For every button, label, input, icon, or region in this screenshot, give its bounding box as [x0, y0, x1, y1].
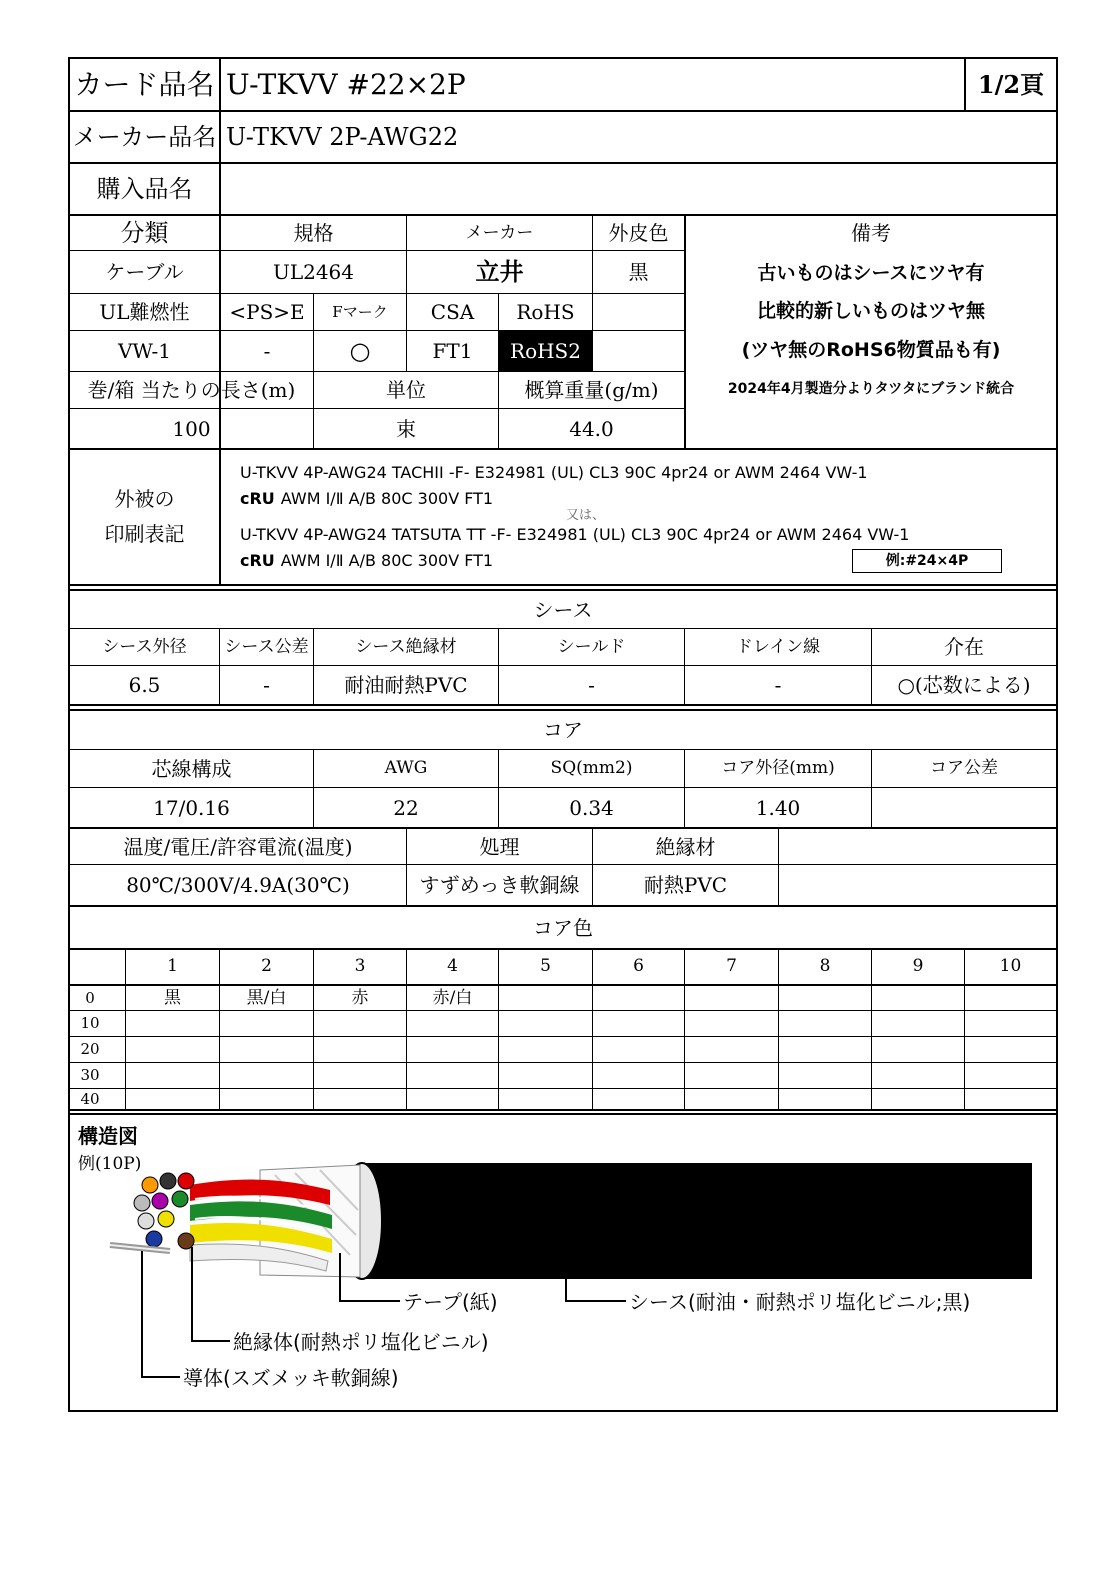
- print-line-4-row: [240, 549, 640, 573]
- fmark-label: Fマーク: [332, 302, 388, 321]
- page-number: 1/2頁: [977, 69, 1045, 99]
- sheath-tolerance-label: シース公差: [224, 636, 309, 657]
- pse-value: -: [263, 339, 271, 363]
- remark-1: 古いものはシースにツヤ有: [757, 261, 985, 284]
- core-end-purple: [152, 1193, 168, 1209]
- category-label: 分類: [120, 219, 169, 247]
- sheath-color-value: 黒: [628, 260, 649, 284]
- conductor-diagram-label: 導体(スズメッキ軟銅線): [183, 1366, 399, 1390]
- length-value: 100: [172, 416, 211, 441]
- category-value: ケーブル: [105, 260, 184, 284]
- core-tolerance-value: [872, 788, 1056, 827]
- sq-label: SQ(mm2): [550, 758, 633, 778]
- sheath-diagram-label: シース(耐油・耐熱ポリ塩化ビニル;黒): [629, 1290, 971, 1314]
- core-color-cell: 黒/白: [246, 987, 287, 1008]
- color-col-4: 4: [447, 956, 458, 976]
- core-end-black: [160, 1173, 176, 1189]
- csa-label: CSA: [430, 300, 475, 324]
- rohs-badge: RoHS2: [499, 331, 592, 371]
- color-col-8: 8: [819, 956, 831, 976]
- core-color-cell: 赤: [351, 987, 369, 1008]
- sheath-color-label: 外皮色: [608, 221, 669, 245]
- core-od-label: コア外径(mm): [721, 758, 835, 778]
- print-line-1: U-TKVV 4P-AWG24 TACHII -F- E324981 (UL) CL3 90C 4pr24 or AWM 2464 VW-1: [240, 463, 868, 482]
- core-color-cell: 黒: [164, 987, 181, 1008]
- insulation-value: 耐熱PVC: [643, 873, 728, 897]
- rating-label: 温度/電圧/許容電流(温度): [123, 834, 353, 859]
- core-color-cell: [872, 986, 964, 1010]
- purchase-name: [226, 164, 1046, 214]
- remark-3: (ツヤ無のRoHS6物質品も有): [741, 338, 1001, 361]
- color-col-1: 1: [167, 956, 178, 976]
- awg-label: AWG: [384, 758, 428, 778]
- standard-value: UL2464: [272, 260, 355, 284]
- insulation-diagram-label: 絶縁体(耐熱ポリ塩化ビニル): [233, 1330, 489, 1354]
- sheath-body: [360, 1163, 1032, 1279]
- color-col-5: 5: [540, 956, 551, 976]
- csa-value: FT1: [432, 339, 473, 363]
- core-color-title: コア色: [533, 915, 593, 940]
- shield-label: シールド: [557, 636, 626, 657]
- core-end-blue: [146, 1231, 162, 1247]
- strand-label: 芯線構成: [151, 756, 232, 781]
- fmark-value: ○: [349, 337, 371, 365]
- core-end-green: [172, 1191, 188, 1207]
- core-color-cell: [499, 986, 592, 1010]
- shield-value: -: [588, 673, 595, 697]
- remarks-label: 備考: [851, 221, 891, 245]
- core-extra-label: [779, 829, 1056, 864]
- color-row-0: 0: [85, 988, 95, 1007]
- color-row-10: 10: [80, 1014, 100, 1032]
- core-end-grey: [134, 1195, 150, 1211]
- unit-value: 束: [396, 416, 416, 441]
- ul-flame-label: UL難燃性: [99, 300, 190, 324]
- core-tolerance-label: コア公差: [930, 758, 998, 778]
- remark-4: 2024年4月製造分よりタツタにブランド統合: [727, 381, 1015, 397]
- core-end-red: [178, 1173, 194, 1189]
- maker-name-label: メーカー品名: [72, 123, 217, 151]
- treatment-label: 処理: [479, 834, 520, 859]
- structure-title: 構造図: [78, 1124, 138, 1148]
- color-col-9: 9: [912, 956, 924, 976]
- color-col-10: 10: [999, 956, 1022, 976]
- print-line-4: AWM Ⅰ/Ⅱ A/B 80C 300V FT1: [280, 551, 494, 570]
- color-col-3: 3: [354, 956, 366, 976]
- core-color-cell: [593, 986, 684, 1010]
- sheath-od-value: 6.5: [128, 673, 161, 697]
- color-row-20: 20: [80, 1040, 100, 1058]
- length-label: 巻/箱 当たりの長さ(m): [87, 378, 296, 402]
- rating-value: 80℃/300V/4.9A(30℃): [126, 873, 350, 897]
- example-box: 例:#24×4P: [852, 549, 1002, 573]
- standard-label: 規格: [293, 221, 334, 245]
- insulation-leader: [192, 1247, 230, 1341]
- filler-label: 介在: [944, 635, 984, 659]
- print-line-3: U-TKVV 4P-AWG24 TATSUTA TT -F- E324981 (UL) CL3 90C 4pr24 or AWM 2464 VW-1: [240, 525, 910, 544]
- treatment-value: すずめっき軟銅線: [419, 873, 580, 897]
- printing-label-2: 印刷表記: [104, 522, 185, 546]
- filler-value: ○(芯数による): [897, 673, 1031, 697]
- pse-label: <PS>E: [229, 300, 305, 324]
- maker-value: 立井: [475, 258, 524, 286]
- card-name-label: カード品名: [74, 67, 215, 101]
- maker-label: メーカー: [465, 222, 534, 243]
- remark-2: 比較的新しいものはツヤ無: [756, 299, 985, 322]
- awg-value: 22: [393, 795, 419, 820]
- spec-sheet: [68, 57, 1058, 1412]
- structure-example: 例(10P): [78, 1153, 142, 1174]
- core-color-cell: 赤/白: [432, 987, 473, 1008]
- sq-value: 0.34: [569, 795, 614, 820]
- core-color-cell: [685, 986, 778, 1010]
- core-od-value: 1.40: [755, 795, 801, 820]
- or-text: 又は、: [566, 507, 606, 523]
- color-row-40: 40: [80, 1089, 100, 1108]
- unit-label: 単位: [386, 378, 426, 402]
- core-title: コア: [543, 718, 583, 742]
- strand-value: 17/0.16: [153, 795, 230, 820]
- ul-recognized-mark: cRU: [240, 489, 275, 508]
- purchase-name-label: 購入品名: [96, 175, 193, 203]
- printing-label-1: 外被の: [114, 487, 175, 511]
- insulation-label: 絶縁材: [655, 834, 716, 859]
- ul-recognized-mark: cRU: [240, 551, 275, 570]
- card-name: U-TKVV #22×2P: [226, 67, 466, 101]
- weight-value: 44.0: [569, 416, 614, 441]
- color-col-6: 6: [633, 956, 644, 976]
- sheath-insulation-value: 耐油耐熱PVC: [344, 673, 468, 697]
- rohs-label: RoHS: [516, 300, 575, 324]
- conductor-leader: [142, 1251, 180, 1377]
- core-end-yellow: [158, 1211, 174, 1227]
- weight-label: 概算重量(g/m): [524, 378, 659, 402]
- core-color-cell: [779, 986, 871, 1010]
- core-color-cell: [965, 986, 1056, 1010]
- sheath-title: シース: [533, 597, 593, 622]
- core-end-white: [138, 1213, 154, 1229]
- drain-wire-label: ドレイン線: [735, 636, 821, 657]
- color-col-7: 7: [726, 956, 737, 976]
- core-extra-value: [779, 865, 1056, 905]
- maker-name: U-TKVV 2P-AWG22: [226, 123, 459, 151]
- color-col-2: 2: [261, 956, 272, 976]
- color-row-30: 30: [80, 1066, 100, 1084]
- sheath-insulation-label: シース絶縁材: [355, 636, 457, 657]
- print-line-2: AWM Ⅰ/Ⅱ A/B 80C 300V FT1: [280, 489, 494, 508]
- core-end-brown: [178, 1233, 194, 1249]
- tape-label: テープ(紙): [403, 1290, 498, 1314]
- sheath-od-label: シース外径: [102, 636, 187, 657]
- drain-wire-value: -: [774, 673, 782, 697]
- sheath-tolerance-value: -: [263, 673, 270, 697]
- ul-flame-value: VW-1: [117, 339, 172, 363]
- core-end-orange: [142, 1177, 158, 1193]
